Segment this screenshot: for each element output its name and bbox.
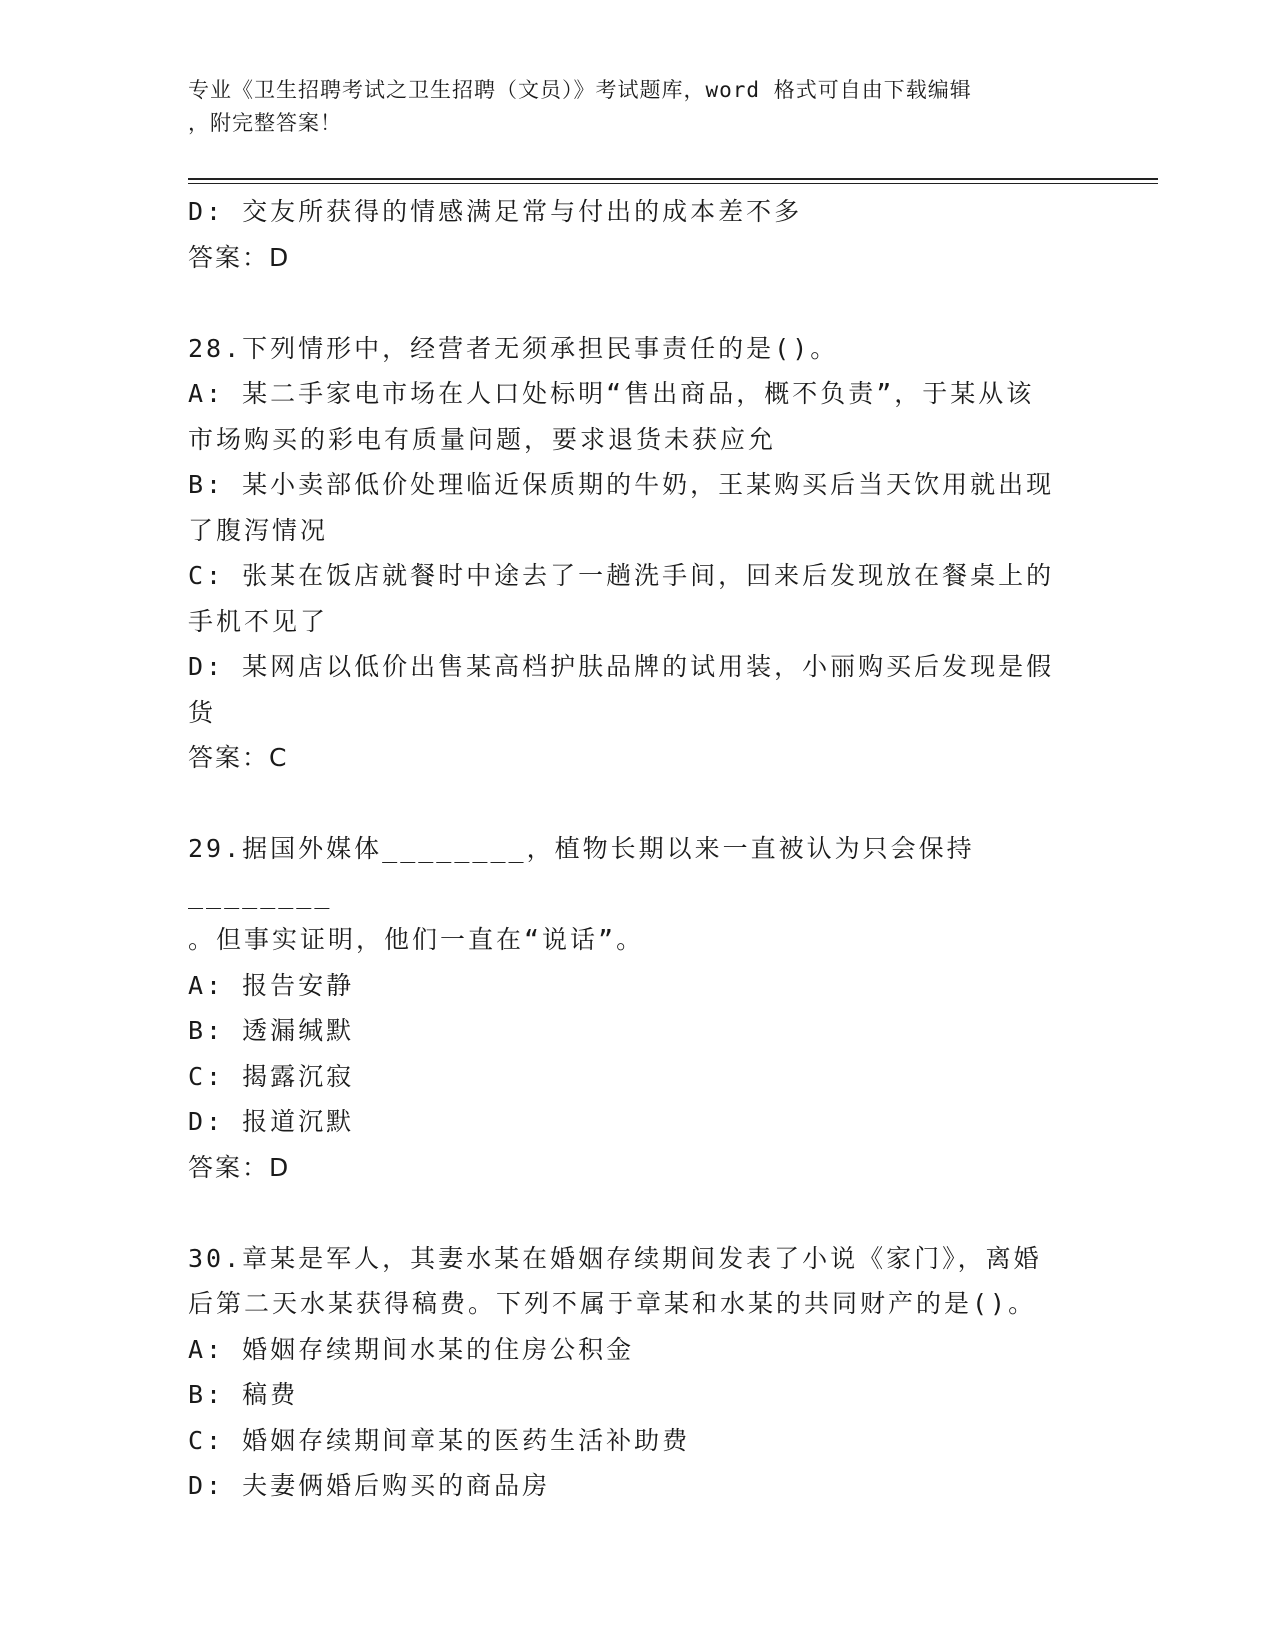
header-rule-thick (188, 178, 1158, 180)
option-b: B: 透漏缄默 (188, 1016, 355, 1045)
spacer (188, 1190, 1088, 1236)
question-29 (188, 826, 1088, 1190)
carryover-block (188, 189, 1088, 280)
question-28 (188, 326, 1088, 781)
question-stem-cont: 。但事实证明，他们一直在“说话”。 (188, 925, 645, 954)
option-c: C: 揭露沉寂 (188, 1061, 355, 1091)
answer-line: 答案：D (188, 1152, 291, 1182)
option-b: B: 稿费 (188, 1380, 299, 1409)
option-a-cont: 市场购买的彩电有质量问题，要求退货未获应允 (188, 424, 777, 454)
option-c-cont: 手机不见了 (188, 606, 329, 636)
question-stem: 29.据国外媒体________，植物长期以来一直被认为只会保持________ (188, 834, 975, 909)
page-header (188, 74, 1088, 140)
option-a: A: 报告安静 (188, 970, 355, 1000)
option-d: D: 某网店以低价出售某高档护肤品牌的试用装，小丽购买后发现是假 (188, 652, 1055, 681)
header-rule-thin (188, 183, 1158, 184)
question-content (188, 189, 1088, 1509)
option-a: A: 某二手家电市场在人口处标明“售出商品，概不负责”，于某从该 (188, 379, 1035, 408)
spacer (188, 781, 1088, 827)
answer-line: 答案：C (188, 743, 289, 772)
header-line-2: ，附完整答案！ (188, 111, 342, 135)
option-d-cont: 货 (188, 697, 217, 727)
question-stem: 30.章某是军人，其妻水某在婚姻存续期间发表了小说《家门》，离婚 (188, 1243, 1042, 1273)
spacer (188, 280, 1088, 326)
option-b: B: 某小卖部低价处理临近保质期的牛奶，王某购买后当天饮用就出现 (188, 470, 1055, 499)
question-stem-cont: 后第二天水某获得稿费。下列不属于章某和水某的共同财产的是()。 (188, 1289, 1037, 1318)
option-d: D: 交友所获得的情感满足常与付出的成本差不多 (188, 197, 803, 226)
option-a: A: 婚姻存续期间水某的住房公积金 (188, 1334, 635, 1364)
option-d: D: 夫妻俩婚后购买的商品房 (188, 1471, 551, 1500)
question-30 (188, 1236, 1088, 1509)
option-b-cont: 了腹泻情况 (188, 515, 329, 545)
option-c: C: 婚姻存续期间章某的医药生活补助费 (188, 1425, 691, 1455)
option-d: D: 报道沉默 (188, 1107, 355, 1136)
question-stem: 28.下列情形中，经营者无须承担民事责任的是()。 (188, 333, 839, 363)
answer-line: 答案：D (188, 242, 291, 272)
option-c: C: 张某在饭店就餐时中途去了一趟洗手间，回来后发现放在餐桌上的 (188, 561, 1055, 590)
header-line-1: 专业《卫生招聘考试之卫生招聘（文员）》考试题库，word 格式可自由下载编辑 (188, 78, 972, 102)
